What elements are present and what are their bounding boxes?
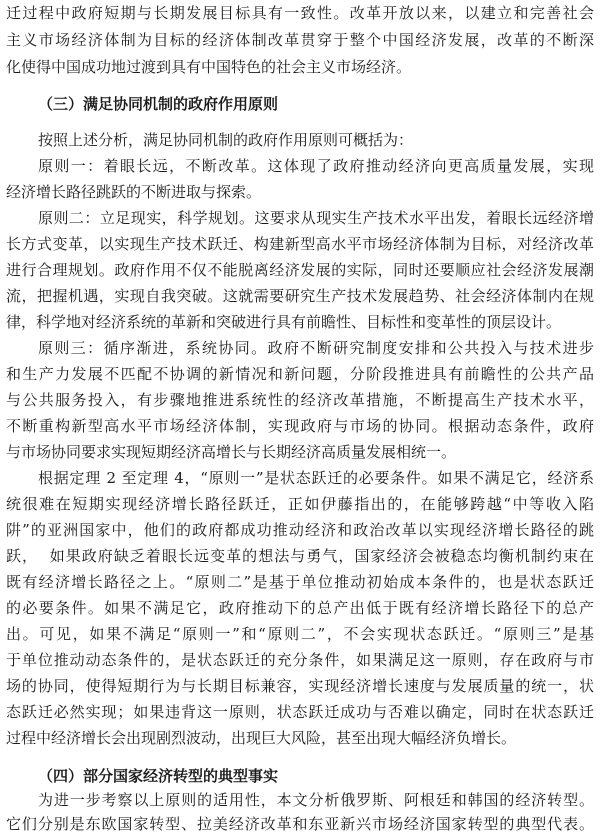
text-line: 出。可见，如果不满足“原则一”和“原则二”，不会实现状态跃迁。“原则三”是基 <box>6 625 594 643</box>
paragraph <box>0 205 600 335</box>
text-line: 进行合理规划。政府作用不仅不能脱离经济发展的实际，同时还要顺应社会经济发展潮 <box>6 261 594 279</box>
text-line: 主义市场经济体制为目标的经济体制改革贯穿于整个中国经济发展，改革的不断深 <box>6 31 594 49</box>
text-line: 根据定理 2 至定理 4，“原则一”是状态跃迁的必要条件。如果不满足它，经济系 <box>38 469 594 487</box>
text-line: 和生产力发展不匹配不协调的新情况和新问题，分阶段推进具有前瞻性的公共产品 <box>6 365 594 383</box>
paragraph <box>0 465 600 751</box>
text-line: 为进一步考察以上原则的适用性，本文分析俄罗斯、阿根廷和韩国的经济转型。 <box>38 791 594 809</box>
text-line: 经济增长路径跳跃的不断进取与探索。 <box>6 183 262 201</box>
text-line: 按照上述分析，满足协同机制的政府作用原则可概括为： <box>38 131 414 149</box>
section <box>0 764 600 836</box>
text-line: 的必要条件。如果不满足它，政府推动下的总产出低于既有经济增长路径下的总产 <box>6 599 594 617</box>
text-line: 与公共服务投入，有步骤地推进系统性的经济改革措施，不断提高生产技术水平， <box>6 391 594 409</box>
text-line: 它们分别是东欧国家转型、拉美经济改革和东亚新兴市场经济国家转型的典型代表。 <box>6 815 594 833</box>
section <box>0 91 600 751</box>
paragraph <box>0 127 600 153</box>
continued-paragraph <box>0 0 600 81</box>
text-line: 原则二：立足现实，科学规划。这要求从现实生产技术水平出发，着眼长远经济增 <box>38 209 594 227</box>
text-line: 于单位推动动态条件的，是状态跃迁的充分条件，如果满足这一原则，存在政府与市 <box>6 651 594 669</box>
text-line: 态跃迁必然实现；如果违背这一原则，状态跃迁成功与否难以确定，同时在状态跃迁 <box>6 703 594 721</box>
text-line: 流，把握机遇，实现自我突破。这就需要研究生产技术发展趋势、社会经济体制内在规 <box>6 287 594 305</box>
text-line: 统很难在短期实现经济增长路径跃迁，正如伊藤指出的，在能够跨越“中等收入陷 <box>6 495 594 513</box>
section-heading: （四）部分国家经济转型的典型事实 <box>38 767 279 785</box>
text-line: 阱”的亚洲国家中，他们的政府都成功推动经济和政治改革以实现经济增长路径的跳 <box>6 521 594 539</box>
paragraph <box>0 335 600 465</box>
section-heading: （三）满足协同机制的政府作用原则 <box>38 95 279 113</box>
text-line: 跃， 如果政府缺乏着眼长远变革的想法与勇气，国家经济会被稳态均衡机制约束在 <box>6 547 594 565</box>
text-line: 原则一：着眼长远，不断改革。这体现了政府推动经济向更高质量发展，实现 <box>38 157 594 175</box>
text-line: 原则三：循序渐进，系统协同。政府不断研究制度安排和公共投入与技术进步 <box>38 339 594 357</box>
text-line: 不断重构新型高水平市场经济体制，实现政府与市场的协同。根据动态条件，政府 <box>6 417 594 435</box>
text-line: 既有经济增长路径之上。“原则二”是基于单位推动初始成本条件的，也是状态跃迁 <box>6 573 594 591</box>
text-line: 场的协同，使得短期行为与长期目标兼容，实现经济增长速度与发展质量的统一，状 <box>6 677 594 695</box>
text-line: 过程中经济增长会出现剧烈波动，出现巨大风险，甚至出现大幅经济负增长。 <box>6 729 517 747</box>
text-line: 律，科学地对经济系统的革新和突破进行具有前瞻性、目标性和变革性的顶层设计。 <box>6 313 562 331</box>
paragraph <box>0 788 600 836</box>
text-line: 与市场协同要求实现短期经济高增长与长期经济高质量发展相统一。 <box>6 443 457 461</box>
text-line: 长方式变革，以实现生产技术跃迁、构建新型高水平市场经济体制为目标，对经济改革 <box>6 235 594 253</box>
text-line: 化使得中国成功地过渡到具有中国特色的社会主义市场经济。 <box>6 58 412 76</box>
paragraph <box>0 153 600 205</box>
text-line: 迁过程中政府短期与长期发展目标具有一致性。改革开放以来，以建立和完善社会 <box>6 4 594 22</box>
